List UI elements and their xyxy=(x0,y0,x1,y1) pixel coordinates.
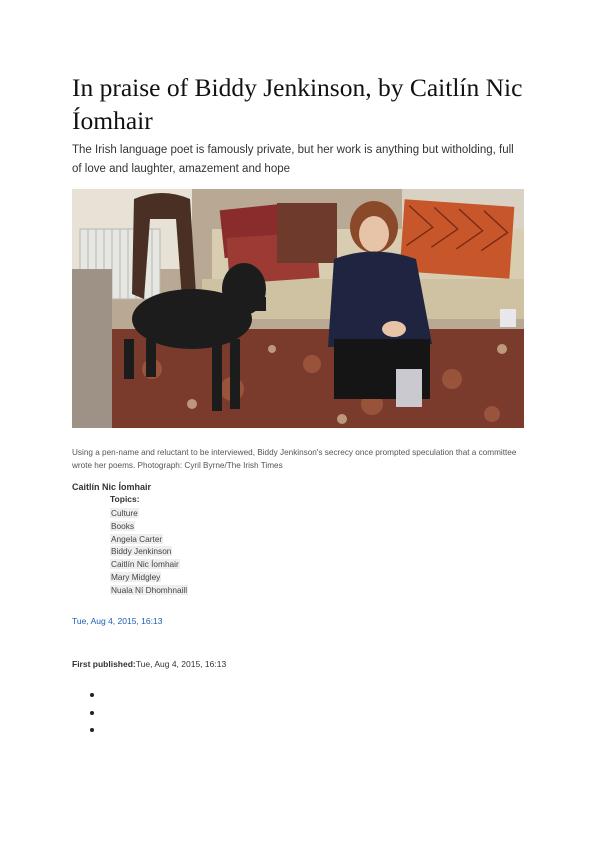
first-published-value: Tue, Aug 4, 2015, 16:13 xyxy=(135,659,227,669)
topic-item[interactable]: Mary Midgley xyxy=(111,571,161,582)
topics-label: Topics: xyxy=(110,494,140,504)
article-headline: In praise of Biddy Jenkinson, by Caitlín Nic Íomhair xyxy=(72,73,523,135)
photo-caption: Using a pen-name and reluctant to be interviewed, Biddy Jenkinson's secrecy once prompted speculation that a committee wrote her poems. Photograph: Cyril Byrne/The Irish Times xyxy=(72,448,517,470)
topics-list xyxy=(110,507,188,597)
first-published-label: First published: xyxy=(72,659,136,669)
topic-item[interactable]: Caitlín Nic Íomhair xyxy=(111,559,179,570)
topic-item[interactable]: Nuala Ní Dhomhnaill xyxy=(111,584,188,595)
article-standfirst: The Irish language poet is famously private, but her work is anything but witholding, full of love and laughter, amazement and hope xyxy=(72,144,514,175)
topic-item[interactable]: Books xyxy=(111,520,135,531)
topic-item[interactable]: Biddy Jenkinson xyxy=(111,546,172,557)
first-published xyxy=(72,659,226,669)
author-name[interactable]: Caitlín Nic Íomhair xyxy=(72,482,152,492)
publish-date-link[interactable]: Tue, Aug 4, 2015, 16:13 xyxy=(72,616,163,626)
topic-item[interactable]: Angela Carter xyxy=(111,533,163,544)
article-photo xyxy=(72,189,524,428)
topic-item[interactable]: Culture xyxy=(111,508,138,518)
